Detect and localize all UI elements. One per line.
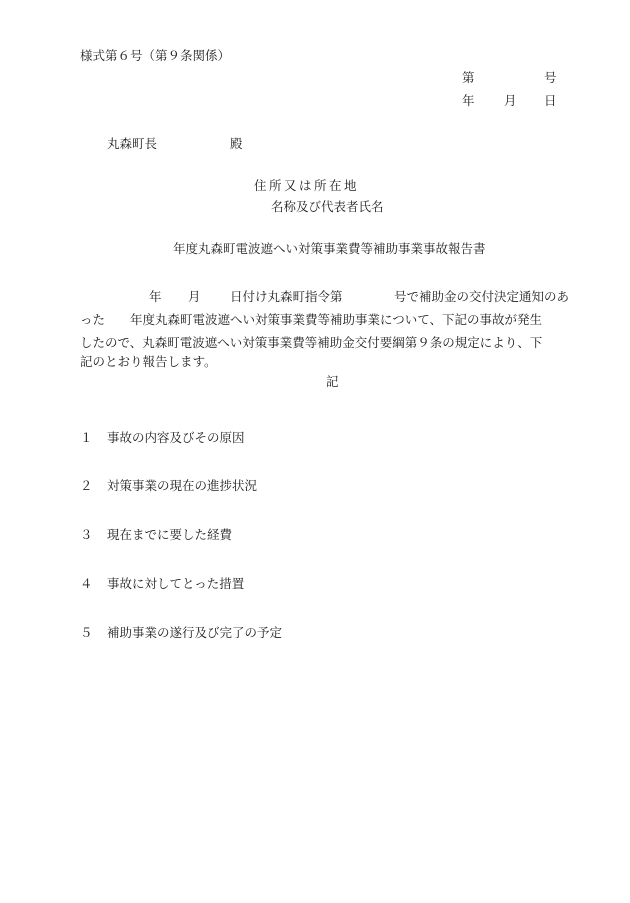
item-number: １ [80,430,93,445]
applicant-address-label: 住所又は所在地 [254,178,360,193]
item-text: 対策事業の現在の進捗状況 [107,478,258,493]
item-text: 補助事業の遂行及び完了の予定 [107,625,283,640]
applicant-name-label: 名称及び代表者氏名 [271,199,384,214]
item-number: ２ [80,478,93,493]
doc-number-label: 第 [462,70,475,85]
body-line1-middle: 日付け丸森町指令第 [230,289,343,304]
item-text: 現在までに要した経費 [107,527,233,542]
addressee-honorific: 殿 [230,136,243,151]
addressee-name: 丸森町長 [107,136,158,151]
list-item [80,627,282,640]
item-number: ３ [80,527,93,542]
body-blank-month: 月 [188,289,201,304]
document-title: 年度丸森町電波遮へい対策事業費等補助事業事故報告書 [173,241,486,256]
date-month: 月 [504,93,517,108]
date-day: 日 [544,93,557,108]
ki-heading: 記 [326,374,339,389]
date-year: 年 [462,93,475,108]
item-number: ４ [80,576,93,591]
list-item [80,480,257,493]
form-number: 様式第６号（第９条関係） [80,48,231,63]
body-line3: したので、丸森町電波遮へい対策事業費等補助金交付要綱第９条の規定により、下 [80,335,543,350]
list-item [80,578,244,591]
item-text: 事故に対してとった措置 [107,576,245,591]
body-line2-rest: 年度丸森町電波遮へい対策事業費等補助事業について、下記の事故が発生 [130,312,543,327]
list-item [80,432,245,445]
item-text: 事故の内容及びその原因 [107,430,245,445]
body-line4: 記のとおり報告します。 [80,354,217,369]
doc-number-suffix: 号 [544,70,557,85]
item-number: ５ [80,625,93,640]
body-line1-end: 号で補助金の交付決定通知のあ [394,289,570,304]
body-line2-start: った [80,312,106,327]
list-item [80,529,232,542]
body-blank-year: 年 [149,289,162,304]
